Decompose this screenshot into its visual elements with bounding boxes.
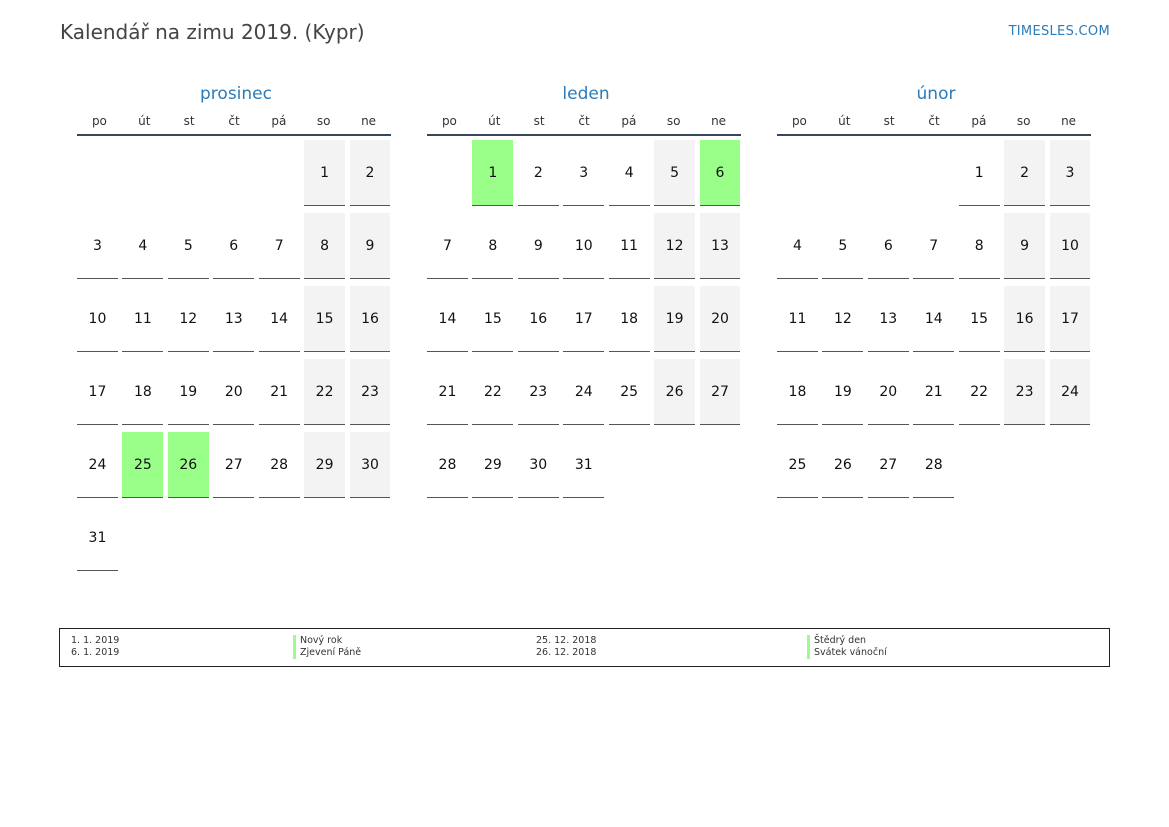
week-row: [427, 286, 745, 359]
day-cell: 2: [1004, 140, 1045, 206]
weekday-label: út: [838, 114, 851, 128]
day-cell: 24: [77, 432, 118, 498]
week-row: [777, 213, 1095, 286]
day-cell: 10: [77, 286, 118, 352]
day-cell: 21: [913, 359, 954, 425]
legend-date: 6. 1. 2019: [71, 647, 120, 658]
empty-day-cell: [122, 505, 163, 571]
empty-day-cell: [168, 140, 209, 206]
day-cell: 9: [518, 213, 559, 279]
week-row: [427, 213, 745, 286]
legend-holiday-name: Štědrý den: [807, 635, 887, 647]
empty-day-cell: [868, 140, 909, 206]
day-cell: 17: [563, 286, 604, 352]
empty-day-cell: [654, 432, 695, 498]
month-title: prosinec: [200, 84, 272, 104]
weekday-label: so: [316, 114, 331, 128]
empty-day-cell: [822, 140, 863, 206]
day-cell: 4: [609, 140, 650, 206]
empty-day-cell: [259, 505, 300, 571]
weekday-label: ne: [1061, 114, 1077, 128]
week-row: [777, 286, 1095, 359]
empty-day-cell: [259, 140, 300, 206]
day-cell: 22: [472, 359, 513, 425]
day-cell: 4: [122, 213, 163, 279]
legend-date: 26. 12. 2018: [536, 647, 597, 658]
day-cell: 7: [427, 213, 468, 279]
month-calendar: [777, 82, 1095, 505]
day-cell: 1: [304, 140, 345, 206]
week-row: [77, 140, 395, 213]
empty-day-cell: [777, 140, 818, 206]
day-cell: 29: [472, 432, 513, 498]
day-cell: 16: [518, 286, 559, 352]
week-row: [427, 432, 745, 505]
day-cell: 5: [822, 213, 863, 279]
weekday-label: pá: [971, 114, 987, 128]
day-cell: 3: [77, 213, 118, 279]
day-cell: 30: [350, 432, 391, 498]
month-calendar: [427, 82, 745, 505]
day-cell: 11: [777, 286, 818, 352]
empty-day-cell: [700, 432, 741, 498]
holiday-day-cell: 6: [700, 140, 741, 206]
day-cell: 24: [563, 359, 604, 425]
day-cell: 27: [213, 432, 254, 498]
day-cell: 12: [654, 213, 695, 279]
empty-day-cell: [913, 140, 954, 206]
empty-day-cell: [122, 140, 163, 206]
weekday-label: st: [883, 114, 895, 128]
day-cell: 30: [518, 432, 559, 498]
weekday-header: [427, 114, 741, 136]
day-cell: 4: [777, 213, 818, 279]
day-cell: 15: [304, 286, 345, 352]
empty-day-cell: [959, 432, 1000, 498]
weekday-label: pá: [621, 114, 637, 128]
day-cell: 24: [1050, 359, 1091, 425]
day-cell: 21: [259, 359, 300, 425]
legend-date: 1. 1. 2019: [71, 635, 120, 646]
weekday-label: út: [488, 114, 501, 128]
day-cell: 12: [822, 286, 863, 352]
day-cell: 9: [1004, 213, 1045, 279]
day-cell: 18: [609, 286, 650, 352]
day-cell: 18: [122, 359, 163, 425]
day-cell: 5: [168, 213, 209, 279]
legend-holiday-name: Nový rok: [293, 635, 361, 647]
day-cell: 10: [1050, 213, 1091, 279]
day-cell: 12: [168, 286, 209, 352]
week-row: [77, 432, 395, 505]
day-cell: 3: [563, 140, 604, 206]
weekday-label: čt: [928, 114, 940, 128]
day-cell: 2: [350, 140, 391, 206]
week-row: [777, 140, 1095, 213]
weekday-label: čt: [578, 114, 590, 128]
day-cell: 13: [213, 286, 254, 352]
day-cell: 5: [654, 140, 695, 206]
site-link[interactable]: TIMESLES.COM: [1008, 24, 1110, 39]
empty-day-cell: [213, 505, 254, 571]
month-title: únor: [916, 84, 956, 104]
day-cell: 2: [518, 140, 559, 206]
day-cell: 20: [868, 359, 909, 425]
legend-names-col-1: [293, 635, 361, 659]
day-cell: 28: [259, 432, 300, 498]
day-cell: 25: [777, 432, 818, 498]
weekday-header: [777, 114, 1091, 136]
day-cell: 14: [427, 286, 468, 352]
day-cell: 8: [304, 213, 345, 279]
weekday-label: ne: [361, 114, 377, 128]
day-cell: 27: [868, 432, 909, 498]
day-cell: 23: [350, 359, 391, 425]
day-cell: 13: [868, 286, 909, 352]
day-cell: 31: [563, 432, 604, 498]
day-cell: 28: [427, 432, 468, 498]
week-row: [427, 140, 745, 213]
weekday-label: st: [533, 114, 545, 128]
week-row: [777, 432, 1095, 505]
legend-holiday-name: Svátek vánoční: [807, 647, 887, 659]
day-cell: 6: [213, 213, 254, 279]
empty-day-cell: [168, 505, 209, 571]
weekday-label: po: [91, 114, 107, 128]
weekday-label: pá: [271, 114, 287, 128]
day-cell: 21: [427, 359, 468, 425]
week-row: [777, 359, 1095, 432]
month-weeks: [427, 140, 745, 505]
day-cell: 27: [700, 359, 741, 425]
weekday-label: po: [441, 114, 457, 128]
empty-day-cell: [77, 140, 118, 206]
day-cell: 17: [1050, 286, 1091, 352]
day-cell: 19: [168, 359, 209, 425]
day-cell: 6: [868, 213, 909, 279]
empty-day-cell: [350, 505, 391, 571]
month-weeks: [77, 140, 395, 578]
day-cell: 14: [259, 286, 300, 352]
holiday-day-cell: 1: [472, 140, 513, 206]
day-cell: 26: [654, 359, 695, 425]
week-row: [77, 359, 395, 432]
day-cell: 7: [259, 213, 300, 279]
week-row: [77, 213, 395, 286]
day-cell: 17: [77, 359, 118, 425]
empty-day-cell: [213, 140, 254, 206]
day-cell: 31: [77, 505, 118, 571]
weekday-label: so: [1016, 114, 1031, 128]
legend-dates-col-1: [71, 635, 119, 659]
weekday-label: út: [138, 114, 151, 128]
legend-holiday-name: Zjevení Páně: [293, 647, 361, 659]
day-cell: 16: [1004, 286, 1045, 352]
weekday-label: po: [791, 114, 807, 128]
weekday-label: čt: [228, 114, 240, 128]
week-row: [77, 286, 395, 359]
day-cell: 23: [1004, 359, 1045, 425]
day-cell: 9: [350, 213, 391, 279]
day-cell: 19: [822, 359, 863, 425]
month-title: leden: [562, 84, 610, 104]
day-cell: 29: [304, 432, 345, 498]
day-cell: 23: [518, 359, 559, 425]
day-cell: 25: [609, 359, 650, 425]
empty-day-cell: [1004, 432, 1045, 498]
weekday-label: so: [666, 114, 681, 128]
legend-date: 25. 12. 2018: [536, 635, 597, 646]
weekday-label: st: [183, 114, 195, 128]
day-cell: 14: [913, 286, 954, 352]
holiday-day-cell: 26: [168, 432, 209, 498]
empty-day-cell: [427, 140, 468, 206]
day-cell: 8: [959, 213, 1000, 279]
page-title: Kalendář na zimu 2019. (Kypr): [60, 20, 365, 44]
empty-day-cell: [609, 432, 650, 498]
day-cell: 19: [654, 286, 695, 352]
day-cell: 13: [700, 213, 741, 279]
day-cell: 28: [913, 432, 954, 498]
day-cell: 1: [959, 140, 1000, 206]
day-cell: 15: [472, 286, 513, 352]
day-cell: 3: [1050, 140, 1091, 206]
day-cell: 11: [122, 286, 163, 352]
week-row: [427, 359, 745, 432]
holiday-day-cell: 25: [122, 432, 163, 498]
empty-day-cell: [1050, 432, 1091, 498]
week-row: [77, 505, 395, 578]
day-cell: 20: [213, 359, 254, 425]
legend-names-col-2: [807, 635, 887, 659]
legend-dates-col-2: [536, 635, 596, 659]
day-cell: 26: [822, 432, 863, 498]
day-cell: 22: [304, 359, 345, 425]
day-cell: 8: [472, 213, 513, 279]
empty-day-cell: [304, 505, 345, 571]
day-cell: 22: [959, 359, 1000, 425]
day-cell: 15: [959, 286, 1000, 352]
day-cell: 16: [350, 286, 391, 352]
month-weeks: [777, 140, 1095, 505]
holiday-legend: [59, 628, 1110, 667]
weekday-label: ne: [711, 114, 727, 128]
day-cell: 18: [777, 359, 818, 425]
day-cell: 7: [913, 213, 954, 279]
day-cell: 20: [700, 286, 741, 352]
day-cell: 10: [563, 213, 604, 279]
month-calendar: [77, 82, 395, 578]
day-cell: 11: [609, 213, 650, 279]
weekday-header: [77, 114, 391, 136]
